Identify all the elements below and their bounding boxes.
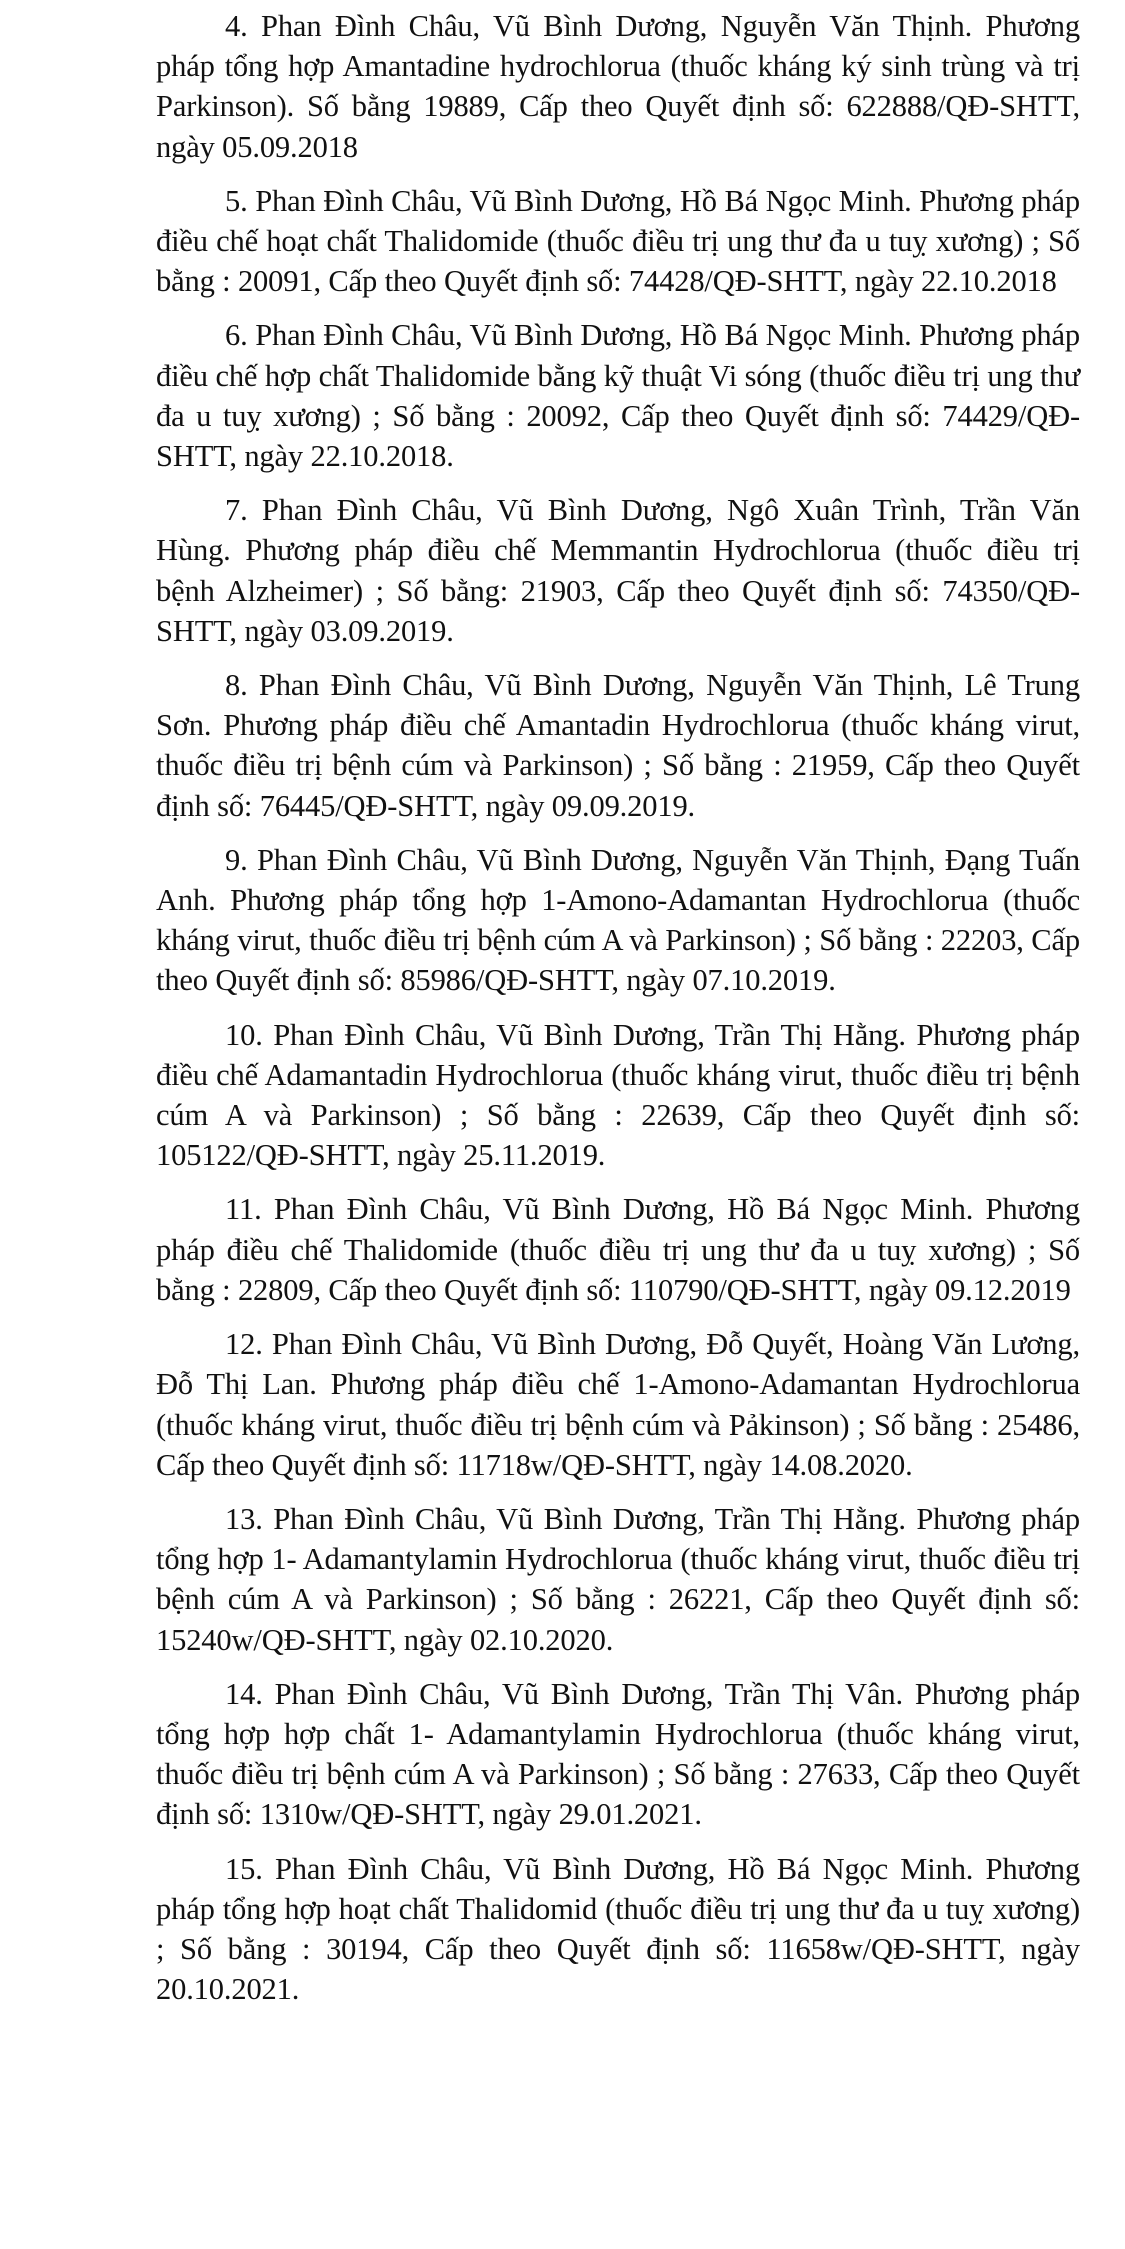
entry-text: Phan Đình Châu, Vũ Bình Dương, Đỗ Quyết, Hoàng Văn Lương, Đỗ Thị Lan. Phương pháp điều chế 1-Amono-Adamantan Hydrochlorua (thuốc kháng virut, thuốc điều trị bệnh cúm và Pảkinson) ; Số bằng : 25486, Cấp theo Quyết định số: 11718w/QĐ-SHTT, ngày 14.08.2020. bbox=[156, 1327, 1080, 1482]
patent-entry-4 bbox=[156, 6, 1080, 167]
entry-text: Phan Đình Châu, Vũ Bình Dương, Hồ Bá Ngọc Minh. Phương pháp tổng hợp hoạt chất Thalidomid (thuốc điều trị ung thư đa u tuỵ xương) ; Số bằng : 30194, Cấp theo Quyết định số: 11658w/QĐ-SHTT, ngày 20.10.2021. bbox=[156, 1851, 1080, 2007]
entry-number: 8. bbox=[225, 668, 248, 703]
entry-number: 15. bbox=[225, 1851, 263, 1886]
entry-number: 13. bbox=[225, 1501, 263, 1536]
entry-number: 4. bbox=[225, 9, 248, 43]
entry-text: Phan Đình Châu, Vũ Bình Dương, Hồ Bá Ngọc Minh. Phương pháp điều chế hợp chất Thalidomide bằng kỹ thuật Vi sóng (thuốc điều trị ung thư đa u tuỵ xương) ; Số bằng : 20092, Cấp theo Quyết định số: 74429/QĐ-SHTT, ngày 22.10.2018. bbox=[156, 318, 1081, 474]
entry-number: 11. bbox=[225, 1192, 262, 1227]
entry-number: 12. bbox=[225, 1327, 263, 1362]
patent-entry-8 bbox=[156, 665, 1080, 826]
patent-entry-9 bbox=[156, 840, 1080, 1001]
patent-entry-5 bbox=[156, 181, 1080, 302]
patent-list bbox=[156, 6, 1080, 2023]
patent-entry-6 bbox=[156, 315, 1080, 476]
entry-text: Phan Đình Châu, Vũ Bình Dương, Ngô Xuân Trình, Trần Văn Hùng. Phương pháp điều chế Memmantin Hydrochlorua (thuốc điều trị bệnh Alzheimer) ; Số bằng: 21903, Cấp theo Quyết định số: 74350/QĐ-SHTT, ngày 03.09.2019. bbox=[156, 493, 1080, 648]
patent-entry-12 bbox=[156, 1324, 1080, 1485]
patent-entry-13 bbox=[156, 1499, 1080, 1660]
entry-text: Phan Đình Châu, Vũ Bình Dương, Nguyễn Văn Thịnh, Đạng Tuấn Anh. Phương pháp tổng hợp 1-Amono-Adamantan Hydrochlorua (thuốc kháng virut, thuốc điều trị bệnh cúm A và Parkinson) ; Số bằng : 22203, Cấp theo Quyết định số: 85986/QĐ-SHTT, ngày 07.10.2019. bbox=[156, 842, 1080, 998]
patent-entry-14 bbox=[156, 1674, 1080, 1835]
patent-entry-7 bbox=[156, 490, 1080, 651]
patent-entry-10 bbox=[156, 1015, 1080, 1176]
entry-text: Phan Đình Châu, Vũ Bình Dương, Trần Thị Hằng. Phương pháp tổng hợp 1- Adamantylamin Hydrochlorua (thuốc kháng virut, thuốc điều trị bệnh cúm A và Parkinson) ; Số bằng : 26221, Cấp theo Quyết định số: 15240w/QĐ-SHTT, ngày 02.10.2020. bbox=[156, 1501, 1080, 1657]
patent-entry-15 bbox=[156, 1849, 1080, 2010]
patent-entry-11 bbox=[156, 1189, 1080, 1310]
entry-text: Phan Đình Châu, Vũ Bình Dương, Trần Thị Hằng. Phương pháp điều chế Adamantadin Hydrochlorua (thuốc kháng virut, thuốc điều trị bệnh cúm A và Parkinson) ; Số bằng : 22639, Cấp theo Quyết định số: 105122/QĐ-SHTT, ngày 25.11.2019. bbox=[156, 1017, 1080, 1173]
entry-text: Phan Đình Châu, Vũ Bình Dương, Hồ Bá Ngọc Minh. Phương pháp điều chế Thalidomide (thuốc điều trị ung thư đa u tuỵ xương) ; Số bằng : 22809, Cấp theo Quyết định số: 110790/QĐ-SHTT, ngày 09.12.2019 bbox=[156, 1192, 1080, 1307]
entry-text: Phan Đình Châu, Vũ Bình Dương, Nguyễn Văn Thịnh. Phương pháp tổng hợp Amantadine hydrochlorua (thuốc kháng ký sinh trùng và trị Parkinson). Số bằng 19889, Cấp theo Quyết định số: 622888/QĐ-SHTT, ngày 05.09.2018 bbox=[156, 9, 1080, 164]
entry-number: 10. bbox=[225, 1017, 263, 1052]
entry-text: Phan Đình Châu, Vũ Bình Dương, Hồ Bá Ngọc Minh. Phương pháp điều chế hoạt chất Thalidomide (thuốc điều trị ung thư đa u tuỵ xương) ; Số bằng : 20091, Cấp theo Quyết định số: 74428/QĐ-SHTT, ngày 22.10.2018 bbox=[156, 183, 1081, 299]
entry-number: 14. bbox=[225, 1676, 263, 1711]
entry-text: Phan Đình Châu, Vũ Bình Dương, Nguyễn Văn Thịnh, Lê Trung Sơn. Phương pháp điều chế Amantadin Hydrochlorua (thuốc kháng virut, thuốc điều trị bệnh cúm và Parkinson) ; Số bằng : 21959, Cấp theo Quyết định số: 76445/QĐ-SHTT, ngày 09.09.2019. bbox=[156, 668, 1080, 823]
entry-number: 9. bbox=[225, 842, 248, 877]
entry-number: 6. bbox=[225, 318, 248, 353]
entry-number: 5. bbox=[225, 183, 248, 218]
entry-number: 7. bbox=[225, 493, 248, 528]
entry-text: Phan Đình Châu, Vũ Bình Dương, Trần Thị Vân. Phương pháp tổng hợp hợp chất 1- Adamantylamin Hydrochlorua (thuốc kháng virut, thuốc điều trị bệnh cúm A và Parkinson) ; Số bằng : 27633, Cấp theo Quyết định số: 1310w/QĐ-SHTT, ngày 29.01.2021. bbox=[156, 1676, 1080, 1832]
